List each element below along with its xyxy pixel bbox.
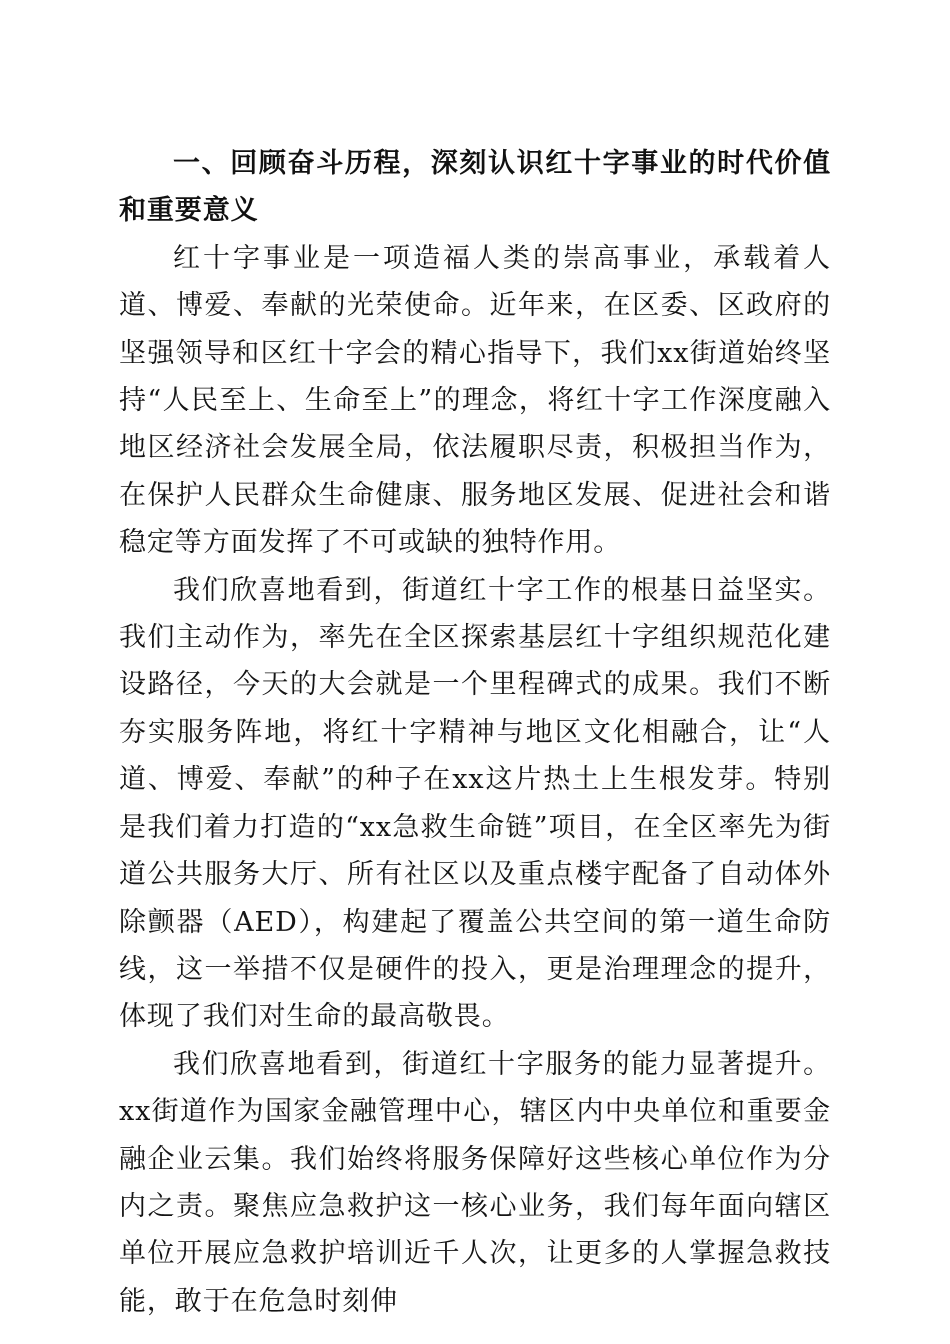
paragraph-1: 红十字事业是一项造福人类的崇高事业，承载着人道、博爱、奉献的光荣使命。近年来，在区委、区政府的坚强领导和区红十字会的精心指导下，我们xx街道始终坚持“人民至上、生命至上”的理念，将红十字工作深度融入地区经济社会发展全局，依法履职尽责，积极担当作为，在保护人民群众生命健康、服务地区发展、促进社会和谐稳定等方面发挥了不可或缺的独特作用。 [119, 242, 831, 559]
document-body [119, 140, 831, 1325]
paragraph-3: 我们欣喜地看到，街道红十字服务的能力显著提升。xx街道作为国家金融管理中心，辖区内中央单位和重要金融企业云集。我们始终将服务保障好这些核心单位作为分内之责。聚焦应急救护这一核心业务，我们每年面向辖区单位开展应急救护培训近千人次，让更多的人掌握急救技能，敢于在危急时刻伸 [119, 1048, 831, 1317]
paragraph-2: 我们欣喜地看到，街道红十字工作的根基日益坚实。我们主动作为，率先在全区探索基层红十字组织规范化建设路径，今天的大会就是一个里程碑式的成果。我们不断夯实服务阵地，将红十字精神与地区文化相融合，让“人道、博爱、奉献”的种子在xx这片热土上生根发芽。特别是我们着力打造的“xx急救生命链”项目，在全区率先为街道公共服务大厅、所有社区以及重点楼宇配备了自动体外除颤器（AED），构建起了覆盖公共空间的第一道生命防线，这一举措不仅是硬件的投入，更是治理理念的提升，体现了我们对生命的最高敬畏。 [119, 574, 831, 1033]
section-heading: 一、回顾奋斗历程，深刻认识红十字事业的时代价值和重要意义 [119, 148, 831, 227]
